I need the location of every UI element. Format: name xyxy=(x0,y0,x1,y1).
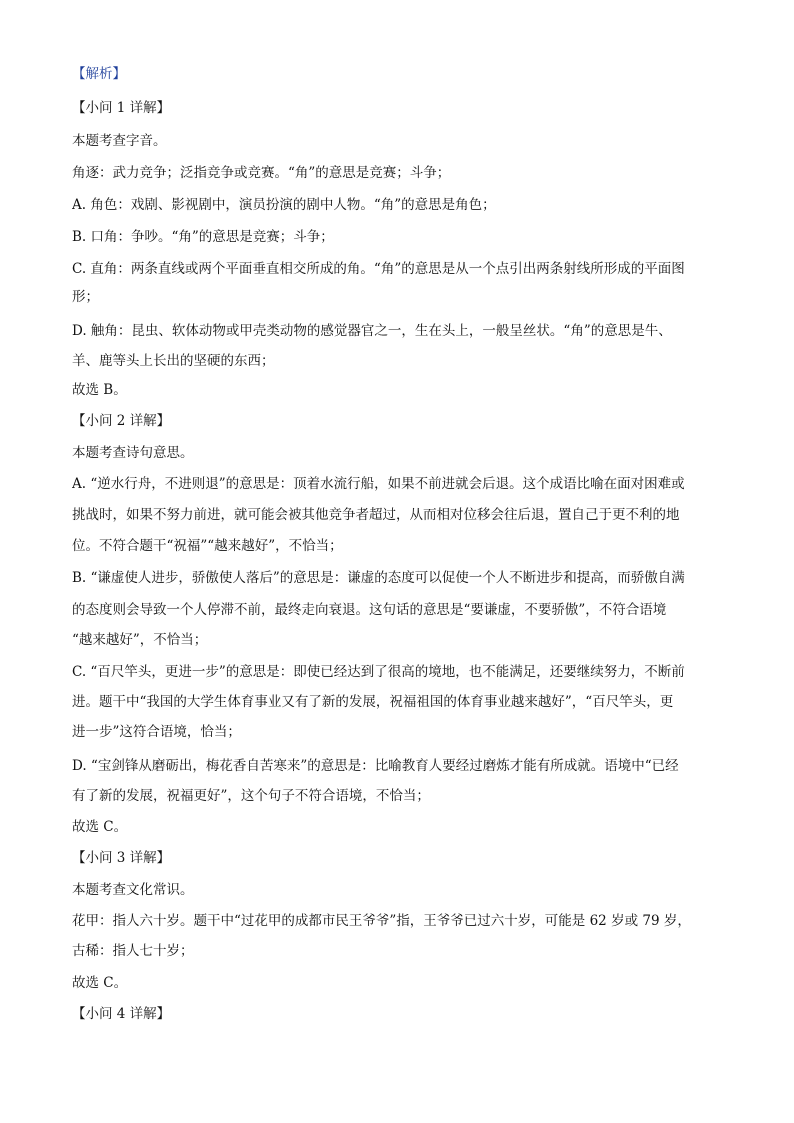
q2-option-d-line-1: D. “宝剑锋从磨砺出，梅花香自苦寒来”的意思是：比喻教育人要经过磨炼才能有所成就。语境中“已经 xyxy=(72,758,679,774)
q2-answer: 故选 C。 xyxy=(72,819,128,835)
q1-option-a: A. 角色：戏剧、影视剧中，演员扮演的剧中人物。“角”的意思是角色； xyxy=(72,197,496,213)
q3-line-2: 古稀：指人七十岁； xyxy=(72,943,194,959)
q1-answer: 故选 B。 xyxy=(72,382,127,398)
q2-option-b-line-1: B. “谦虚使人进步，骄傲使人落后”的意思是：谦虚的态度可以促使一个人不断进步和提高，而骄傲自满 xyxy=(72,570,685,586)
q1-line-1: 角逐：武力竞争；泛指竞争或竞赛。“角”的意思是竞赛；斗争； xyxy=(72,165,451,181)
q2-option-b-line-2: 的态度则会导致一个人停滞不前，最终走向衰退。这句话的意思是“要谦虚，不要骄傲”，不符合语境 xyxy=(72,602,667,618)
q3-line-1: 花甲：指人六十岁。题干中“过花甲的成都市民王爷爷”指，王爷爷已过六十岁，可能是 62 岁或 79 岁， xyxy=(72,913,691,929)
q1-option-d-line-2: 羊、鹿等头上长出的坚硬的东西； xyxy=(72,353,275,369)
q2-option-a-line-2: 挑战时，如果不努力前进，就可能会被其他竞争者超过，从而相对位移会往后退，置自己于更不利的地 xyxy=(72,507,680,523)
q3-intro: 本题考查文化常识。 xyxy=(72,882,194,898)
q2-option-d-line-2: 有了新的发展，祝福更好”，这个句子不符合语境，不恰当； xyxy=(72,788,430,804)
q3-answer: 故选 C。 xyxy=(72,975,128,991)
q1-heading: 【小问 1 详解】 xyxy=(72,100,171,116)
q2-heading: 【小问 2 详解】 xyxy=(72,413,171,429)
q1-intro: 本题考查字音。 xyxy=(72,133,167,149)
q2-option-a-line-1: A. “逆水行舟，不进则退”的意思是：顶着水流行船，如果不前进就会后退。这个成语比喻在面对困难或 xyxy=(72,476,685,492)
q2-option-b-line-3: “越来越好”，不恰当； xyxy=(72,632,208,648)
q2-option-c-line-1: C. “百尺竿头，更进一步”的意思是：即使已经达到了很高的境地，也不能满足，还要继续努力，不断前 xyxy=(72,664,685,680)
q2-option-c-line-3: 进一步”这符合语境，恰当； xyxy=(72,724,241,740)
q1-option-c-line-1: C. 直角：两条直线或两个平面垂直相交所成的角。“角”的意思是从一个点引出两条射线所形成的平面图 xyxy=(72,261,685,277)
q1-option-c-line-2: 形； xyxy=(72,289,99,305)
q2-option-c-line-2: 进。题干中“我国的大学生体育事业又有了新的发展，祝福祖国的体育事业越来越好”，“百尺竿头，更 xyxy=(72,694,674,710)
q1-option-d-line-1: D. 触角：昆虫、软体动物或甲壳类动物的感觉器官之一，生在头上，一般呈丝状。“角”的意思是牛、 xyxy=(72,323,672,339)
q2-option-a-line-3: 位。不符合题干“祝福”“越来越好”，不恰当； xyxy=(72,538,343,554)
analysis-heading: 【解析】 xyxy=(72,66,126,82)
q2-intro: 本题考查诗句意思。 xyxy=(72,445,194,461)
q3-heading: 【小问 3 详解】 xyxy=(72,850,171,866)
q1-option-b: B. 口角：争吵。“角”的意思是竞赛；斗争； xyxy=(72,229,334,245)
q4-heading: 【小问 4 详解】 xyxy=(72,1006,171,1022)
